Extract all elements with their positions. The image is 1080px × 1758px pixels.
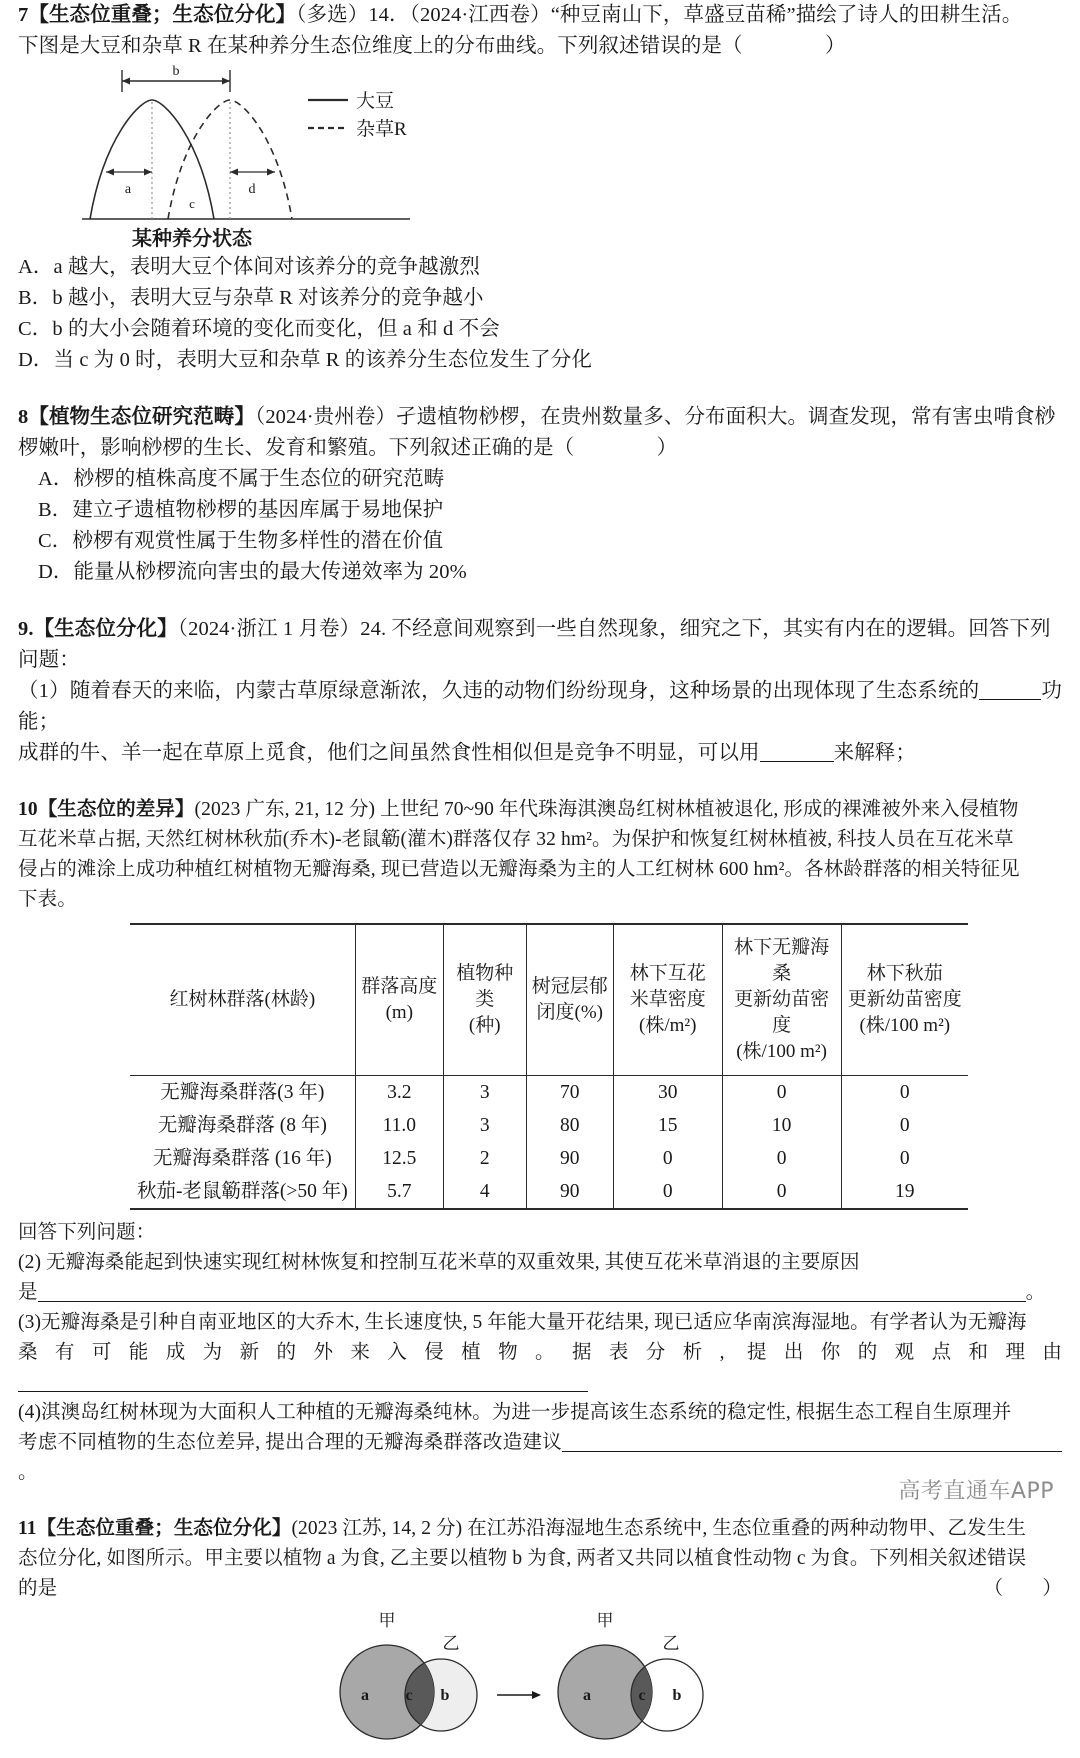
x-axis-label: 某种养分状态	[132, 228, 252, 250]
q9-sub1-text-d: 来解释；	[833, 742, 917, 764]
q8-tag: 【植物生态位研究范畴】	[28, 406, 255, 428]
cell-canopy: 90	[526, 1142, 613, 1175]
th-kandelia-l3: (株/100 m²)	[859, 1015, 951, 1036]
th-sonneratia-l2: 更新幼苗密度	[734, 989, 830, 1036]
q9-stem-line-2: 问题：	[18, 649, 80, 671]
q11-answer-parenthesis: （ ）	[983, 1578, 1062, 1599]
th-height-l1: 群落高度	[361, 976, 438, 997]
question-7	[0, 0, 1080, 376]
q9-stem-line-1	[18, 614, 1062, 645]
cell-community: 无瓣海桑群落 (8 年)	[157, 1115, 327, 1136]
q11-stem-text-3: 的是	[18, 1578, 58, 1599]
q9-number: 9.	[18, 618, 34, 640]
q10-sub4-period: 。	[18, 1462, 38, 1483]
table-row	[130, 1109, 968, 1142]
q10-sub2-period: 。	[1025, 1282, 1046, 1303]
cell-height: 12.5	[355, 1142, 443, 1175]
q7-option-d: D．当 c 为 0 时，表明大豆和杂草 R 的该养分生态位发生了分化	[18, 349, 592, 371]
q9-blank-2[interactable]	[760, 761, 834, 762]
th-height-l2: (m)	[385, 1002, 414, 1023]
q10-stem-text-1: (2023 广东, 21, 12 分) 上世纪 70~90 年代珠海淇澳岛红树林植被退化, 形成的裸滩被外来入侵植物	[194, 799, 1019, 820]
cell-species: 3	[443, 1076, 526, 1110]
cell-spartina: 0	[613, 1175, 722, 1209]
cell-sonneratia: 10	[722, 1109, 841, 1142]
q7-stem-line-1	[18, 0, 1062, 31]
th-species	[443, 924, 526, 1076]
q10-blank-2[interactable]	[38, 1281, 1026, 1302]
left-region-c: c	[405, 1687, 413, 1704]
table-header-row	[130, 924, 968, 1076]
q10-sub2-line-2	[18, 1278, 1062, 1308]
cell-community: 秋茄-老鼠簕群落(>50 年)	[130, 1175, 355, 1209]
q8-stem-text-1: （2024·贵州卷）孑遗植物桫椤，在贵州数量多、分布面积大。调查发现，常有害虫啃食桫	[254, 406, 1056, 428]
th-species-l2: (种)	[468, 1015, 501, 1036]
legend-label-weed: 杂草R	[356, 119, 407, 140]
cell-kandelia: 0	[841, 1076, 968, 1110]
cell-sonneratia: 0	[722, 1076, 841, 1110]
q8-option-d: D．能量从桫椤流向害虫的最大传递效率为 20%	[38, 561, 467, 583]
q10-sub3-line-2	[18, 1338, 1062, 1398]
cell-community: 无瓣海桑群落(3 年)	[160, 1082, 325, 1103]
label-c: c	[189, 196, 195, 211]
q10-sub3-prefix: 桑有可能成为新的外来入侵植物。据表分析, 提出你的观点和理由	[18, 1342, 1062, 1363]
q10-stem-line-1	[18, 795, 1062, 825]
arrow-a-right	[144, 169, 152, 176]
th-spartina-l3: (株/m²)	[639, 1015, 697, 1036]
th-species-l1: 植物种类	[456, 963, 514, 1010]
arrow-a-left	[106, 169, 114, 176]
legend-label-soybean: 大豆	[356, 91, 395, 112]
q11-stem-line-3	[18, 1574, 1062, 1604]
venn-niche-figure	[0, 1608, 1080, 1758]
cell-spartina: 15	[613, 1109, 722, 1142]
q10-sub3-line-1: (3)无瓣海桑是引种自南亚地区的大乔木, 生长速度快, 5 年能大量开花结果, 现已适应华南滨海湿地。有学者认为无瓣海	[18, 1312, 1027, 1333]
q9-sub1-line-1	[18, 676, 1062, 738]
label-b: b	[172, 64, 180, 79]
cell-canopy: 70	[526, 1076, 613, 1110]
q11-stem-line-1	[18, 1514, 1062, 1544]
cell-height: 11.0	[355, 1109, 443, 1142]
q10-stem-line-4: 下表。	[18, 889, 77, 910]
arrow-d-right	[267, 169, 275, 176]
cell-canopy: 80	[526, 1109, 613, 1142]
question-8	[0, 402, 1080, 588]
q10-sub2-prefix: 是	[18, 1282, 38, 1303]
q7-number: 7	[18, 4, 29, 26]
q7-stem-line-2: 下图是大豆和杂草 R 在某种养分生态位维度上的分布曲线。下列叙述错误的是（ ）	[18, 35, 846, 57]
q8-option-a: A．桫椤的植株高度不属于生态位的研究范畴	[38, 468, 445, 490]
mangrove-community-table	[130, 923, 968, 1210]
table-row	[130, 1175, 968, 1209]
q11-tag: 【生态位重叠；生态位分化】	[36, 1518, 292, 1539]
left-region-a: a	[361, 1687, 369, 1704]
q11-stem-line-2: 态位分化, 如图所示。甲主要以植物 a 为食, 乙主要以植物 b 为食, 两者又共同以植食性动物 c 为食。下列相关叙述错误	[18, 1548, 1027, 1569]
th-spartina	[613, 924, 722, 1076]
q9-tag: 【生态位分化】	[33, 618, 178, 640]
question-11	[0, 1514, 1080, 1604]
q7-tag: 【生态位重叠；生态位分化】	[28, 4, 297, 26]
q9-stem-text-1: （2024·浙江 1 月卷）24. 不经意间观察到一些自然现象，细究之下，其实有内在的逻辑。回答下列	[177, 618, 1051, 640]
venn-niche-svg	[305, 1608, 775, 1758]
q7-option-b: B．b 越小，表明大豆与杂草 R 对该养分的竞争越小	[18, 287, 484, 309]
q9-sub1-line-2	[18, 738, 1062, 769]
cell-species: 4	[443, 1175, 526, 1209]
cell-kandelia: 0	[841, 1109, 968, 1142]
q11-number: 11	[18, 1518, 37, 1539]
arrow-d-left	[230, 169, 238, 176]
th-canopy	[526, 924, 613, 1076]
q10-stem-line-2: 互花米草占据, 天然红树林秋茄(乔木)-老鼠簕(灌木)群落仅存 32 hm²。为保护和恢复红树林植被, 科技人员在互花米草	[18, 829, 1014, 850]
left-label-jia: 甲	[378, 1611, 396, 1630]
cell-sonneratia: 0	[722, 1142, 841, 1175]
spacer	[0, 769, 1080, 795]
q9-sub1-text-b: 功能；	[18, 680, 1062, 733]
q10-blank-4[interactable]	[562, 1431, 1062, 1452]
th-kandelia-l2: 更新幼苗密度	[847, 989, 962, 1010]
q9-blank-1[interactable]	[979, 699, 1041, 700]
q10-tag: 【生态位的差异】	[37, 799, 195, 820]
label-d: d	[248, 182, 256, 197]
question-10-subparts	[0, 1218, 1080, 1488]
th-spartina-l2: 米草密度	[629, 989, 706, 1010]
cell-species: 3	[443, 1109, 526, 1142]
q7-stem-text-1: （多选）14．（2024·江西卷）“种豆南山下，草盛豆苗稀”描绘了诗人的田耕生活。	[296, 4, 1023, 26]
th-sonneratia-l3: (株/100 m²)	[736, 1041, 827, 1062]
q8-number: 8	[18, 406, 29, 428]
cell-spartina: 0	[613, 1142, 722, 1175]
right-region-b: b	[672, 1687, 682, 1704]
q8-option-c: C．桫椤有观赏性属于生物多样性的潜在价值	[38, 530, 444, 552]
table-body	[130, 1076, 968, 1210]
table-row	[130, 1142, 968, 1175]
cell-canopy: 90	[526, 1175, 613, 1209]
q7-option-c: C．b 的大小会随着环境的变化而变化，但 a 和 d 不会	[18, 318, 500, 340]
mangrove-table-wrap	[0, 923, 1080, 1210]
th-sonneratia-l1: 林下无瓣海桑	[734, 937, 830, 984]
table-row	[130, 1076, 968, 1110]
q10-stem-line-3: 侵占的滩涂上成功种植红树植物无瓣海桑, 现已营造以无瓣海桑为主的人工红树林 600 hm²。各林龄群落的相关特征见	[18, 859, 1020, 880]
right-region-c: c	[638, 1687, 646, 1704]
q9-sub1-text-c: 成群的牛、羊一起在草原上觅食，他们之间虽然食性相似但是竞争不明显，可以用	[18, 742, 760, 764]
cell-height: 3.2	[355, 1076, 443, 1110]
q8-stem-line-2: 椤嫩叶，影响桫椤的生长、发育和繁殖。下列叙述正确的是（ ）	[18, 437, 678, 459]
q10-answer-intro: 回答下列问题：	[18, 1222, 156, 1243]
cell-sonneratia: 0	[722, 1175, 841, 1209]
q8-stem-line-1	[18, 402, 1062, 433]
th-kandelia	[841, 924, 968, 1076]
cell-species: 2	[443, 1142, 526, 1175]
q10-blank-3[interactable]	[18, 1371, 588, 1392]
q11-stem-text-1: (2023 江苏, 14, 2 分) 在江苏沿海湿地生态系统中, 生态位重叠的两种动物甲、乙发生生	[291, 1518, 1026, 1539]
cell-kandelia: 0	[841, 1142, 968, 1175]
spacer	[0, 915, 1080, 923]
label-a: a	[124, 182, 132, 197]
cell-kandelia: 19	[841, 1175, 968, 1209]
left-label-yi: 乙	[442, 1634, 460, 1653]
th-height	[355, 924, 443, 1076]
spacer	[0, 588, 1080, 614]
question-9	[0, 614, 1080, 769]
q10-number: 10	[18, 799, 38, 820]
th-community	[130, 924, 355, 1076]
left-region-b: b	[440, 1687, 450, 1704]
q9-sub1-text-a: （1）随着春天的来临，内蒙古草原绿意渐浓，久违的动物们纷纷现身，这种场景的出现体现了生态系统的	[18, 680, 980, 702]
th-kandelia-l1: 林下秋茄	[866, 963, 943, 984]
q10-sub2-line-1: (2) 无瓣海桑能起到快速实现红树林恢复和控制互花米草的双重效果, 其使互花米草消退的主要原因	[18, 1252, 860, 1273]
cell-community: 无瓣海桑群落 (16 年)	[152, 1148, 332, 1169]
q8-option-b: B．建立孑遗植物桫椤的基因库属于易地保护	[38, 499, 444, 521]
app-watermark: 高考直通车APP	[898, 1479, 1054, 1504]
right-label-yi: 乙	[662, 1634, 680, 1653]
cell-height: 5.7	[355, 1175, 443, 1209]
th-canopy-l1: 树冠层郁	[531, 976, 608, 997]
niche-curve-figure	[80, 62, 500, 252]
th-spartina-l1: 林下互花	[629, 963, 706, 984]
q10-sub4-prefix: 考虑不同植物的生态位差异, 提出合理的无瓣海桑群落改造建议	[18, 1432, 562, 1453]
niche-curve-svg	[80, 62, 500, 252]
spacer	[0, 1210, 1080, 1218]
right-label-jia: 甲	[596, 1611, 614, 1630]
transition-arrow-icon	[497, 1691, 541, 1699]
right-region-a: a	[583, 1687, 591, 1704]
spacer	[0, 376, 1080, 402]
table-head	[130, 924, 968, 1076]
cell-spartina: 30	[613, 1076, 722, 1110]
th-sonneratia	[722, 924, 841, 1076]
question-10	[0, 795, 1080, 915]
th-community-l1: 红树林群落(林龄)	[169, 989, 316, 1010]
q10-sub4-line-1: (4)淇澳岛红树林现为大面积人工种植的无瓣海桑纯林。为进一步提高该生态系统的稳定性, 根据生态工程自生原理并	[18, 1402, 1012, 1423]
q7-option-a: A．a 越大，表明大豆个体间对该养分的竞争越激烈	[18, 256, 480, 278]
th-canopy-l2: 闭度(%)	[536, 1002, 603, 1023]
